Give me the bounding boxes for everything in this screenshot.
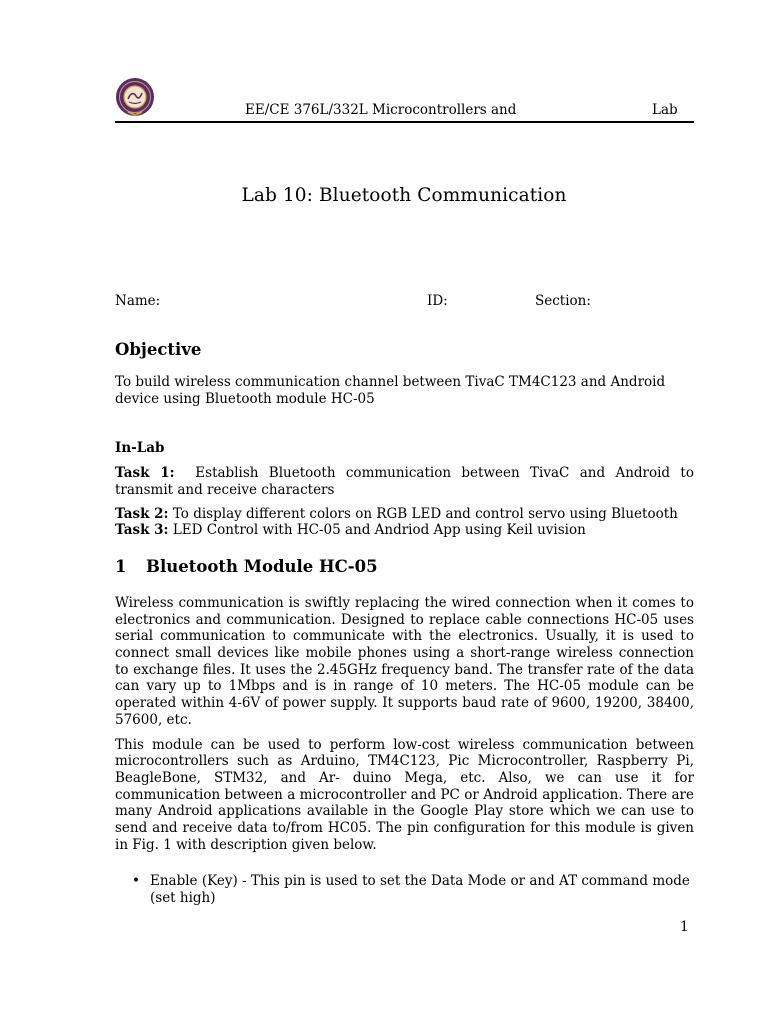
name-field-label: Name: <box>115 293 161 309</box>
task-item <box>115 522 694 539</box>
task-label: Task 2: <box>115 505 169 522</box>
objective-text: To build wireless communication channel between TivaC TM4C123 and Android device using Bluetooth module HC-05 <box>115 374 666 407</box>
task-text: LED Control with HC-05 and Andriod App using Keil uvision <box>172 522 586 539</box>
pin-description-list <box>115 873 694 906</box>
section-title: Bluetooth Module HC-05 <box>146 556 378 576</box>
section-number: 1 <box>115 556 127 576</box>
section-1-heading <box>115 556 694 578</box>
bullet-icon: • <box>132 873 140 890</box>
task-text: To display different colors on RGB LED and control servo using Bluetooth <box>172 505 678 522</box>
task-text: Establish Bluetooth communication between TivaC and Android to transmit and receive characters <box>115 465 694 498</box>
task-item <box>115 506 694 523</box>
task-item <box>115 465 694 498</box>
lab-title: Lab 10: Bluetooth Communication <box>241 185 567 206</box>
list-item-text: Enable (Key) - This pin is used to set the Data Mode or and AT command mode (set high) <box>150 873 690 907</box>
section-field-label: Section: <box>535 293 591 309</box>
list-item <box>115 873 694 906</box>
objective-heading: Objective <box>115 340 202 359</box>
in-lab-label: In-Lab <box>115 440 165 457</box>
header-course-title: EE/CE 376L/332L Microcontrollers and <box>245 102 517 118</box>
paragraph: Wireless communication is swiftly replacing the wired connection when it comes to electronics and communication. Designed to replace cable connections HC-05 uses serial communication to communicate with the electronics. Usually, it is used to connect small devices like mobile phones using a short-range wireless connection to exchange files. It uses the 2.45GHz frequency band. The transfer rate of the data can vary up to 1Mbps and is in range of 10 meters. The HC-05 module can be operated within 4-6V of power supply. It supports baud rate of 9600, 19200, 38400, 57600, etc. <box>115 594 694 728</box>
id-field-label: ID: <box>427 293 448 309</box>
paragraph: This module can be used to perform low-cost wireless communication between microcontrollers such as Arduino, TM4C123, Pic Microcontroller, Raspberry Pi, BeagleBone, STM32, and Ar- duino Mega, etc. Also, we can use it for communication between a microcontroller and PC or Android application. There are many Android applications available in the Google Play store which we can use to send and receive data to/from HC05. The pin configuration for this module is given in Fig. 1 with description given below. <box>115 736 694 853</box>
university-logo <box>115 77 155 117</box>
page-number: 1 <box>680 919 689 935</box>
header-divider <box>115 121 694 123</box>
header-lab-label: Lab <box>652 102 678 118</box>
document-body <box>115 339 694 907</box>
task-label: Task 3: <box>115 522 169 539</box>
task-label: Task 1: <box>115 465 175 482</box>
